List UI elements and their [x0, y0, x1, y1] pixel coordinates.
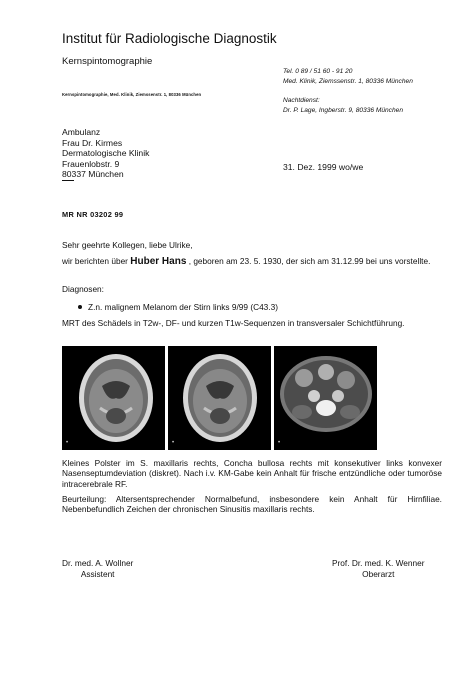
findings-paragraph: Kleines Polster im S. maxillaris rechts, Concha bullosa rechts mit konsekutiver links konvexer Nasenseptumdeviation (diskret). Nach i.v. KM-Gabe kein Anhalt für frische entzündliche oder tumoröse intracerebrale RF.	[62, 458, 442, 489]
night-duty-value: Dr. P. Lage, Ingberstr. 9, 80336 München	[283, 106, 403, 114]
sender-line: Kernspintomographie, Med. Klinik, Ziemssenstr. 1, 80336 München	[62, 92, 202, 97]
recipient-address	[62, 127, 149, 180]
address-divider	[62, 180, 74, 181]
mrt-paragraph: MRT des Schädels in T2w-, DF- und kurzen T1w-Sequenzen in transversaler Schichtführung.	[62, 318, 405, 328]
mr-number: MR NR 03202 99	[62, 210, 124, 219]
signature-right-name: Prof. Dr. med. K. Wenner	[332, 558, 425, 568]
contact-block	[283, 67, 413, 86]
department-title: Kernspintomographie	[62, 56, 153, 67]
recipient-line: Frauenlobstr. 9	[62, 158, 120, 169]
intro-paragraph	[62, 256, 442, 267]
recipient-line: 80337 München	[62, 169, 124, 180]
contact-tel: Tel. 0 89 / 51 60 - 91 20	[283, 68, 353, 75]
night-duty-block	[283, 96, 403, 115]
recipient-line: Frau Dr. Kirmes	[62, 137, 123, 148]
intro-pre: wir berichten über	[62, 256, 128, 266]
recipient-line: Dermatologische Klinik	[62, 148, 150, 159]
night-duty-label: Nachtdienst:	[283, 97, 320, 104]
bullet-icon	[78, 305, 82, 309]
signature-left-role: Assistent	[80, 569, 115, 579]
signature-left-name: Dr. med. A. Wollner	[62, 558, 134, 568]
diagnosis-text: Z.n. malignem Melanom der Stirn links 9/99 (C43.3)	[88, 302, 278, 312]
diagnosis-item	[78, 302, 438, 312]
diagnoses-label: Diagnosen:	[62, 284, 104, 294]
mri-scan-image-2	[168, 346, 271, 450]
svg-text:•: •	[172, 440, 175, 446]
patient-name: Huber Hans	[130, 256, 187, 267]
letter-date: 31. Dez. 1999 wo/we	[283, 162, 364, 172]
recipient-line: Ambulanz	[62, 127, 101, 137]
signature-left	[62, 558, 133, 580]
signature-right	[332, 558, 425, 580]
mri-scan-image-1	[62, 346, 165, 450]
intro-post: , geboren am 23. 5. 1930, der sich am 31.12.99 bei uns vorstellte.	[188, 256, 431, 266]
svg-text:•: •	[66, 440, 69, 446]
contact-address: Med. Klinik, Ziemssenstr. 1, 80336 München	[283, 77, 413, 85]
assessment-paragraph: Beurteilung: Altersentsprechender Normalbefund, insbesondere kein Anhalt für Hirnfiliae. Nebenbefundlich Zeichen der chronischen Sinusitis maxillaris rechts.	[62, 494, 442, 515]
salutation: Sehr geehrte Kollegen, liebe Ulrike,	[62, 240, 193, 250]
ct-scan-image-3	[274, 346, 377, 450]
institute-title: Institut für Radiologische Diagnostik	[62, 31, 277, 46]
signature-right-role: Oberarzt	[362, 569, 395, 579]
svg-text:•: •	[278, 440, 281, 446]
